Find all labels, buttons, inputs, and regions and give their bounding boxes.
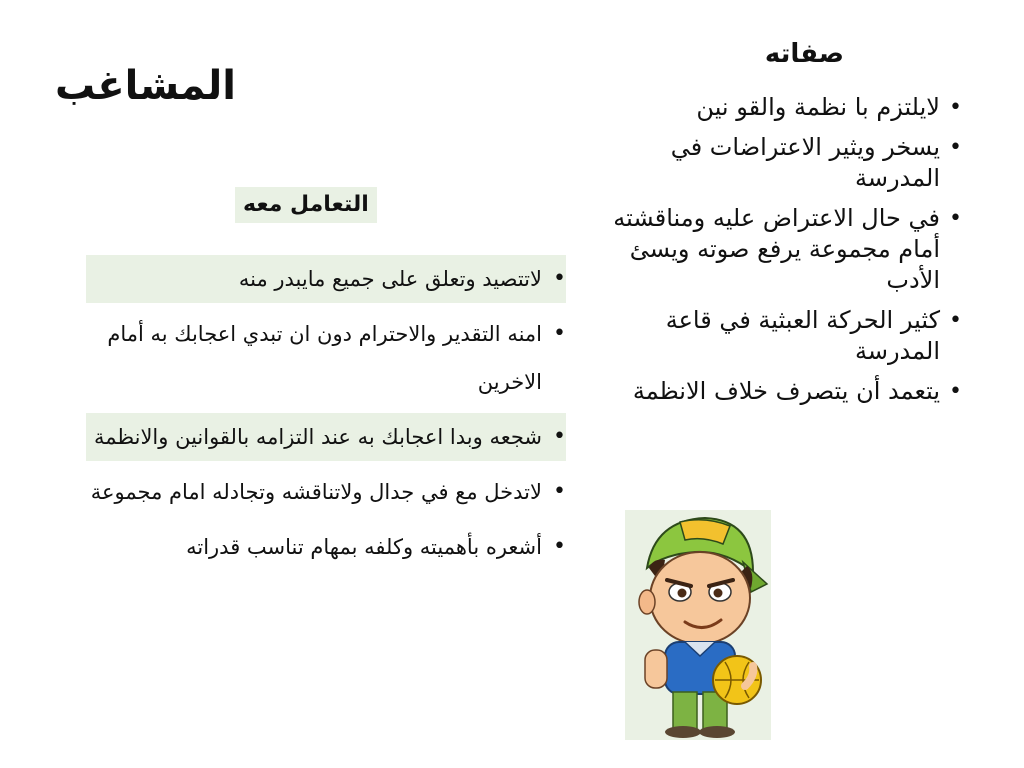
- list-item: [86, 523, 566, 571]
- boy-cartoon-image: [625, 510, 771, 740]
- list-item: [86, 413, 566, 461]
- bullet-icon: •: [553, 424, 566, 449]
- list-item: [86, 255, 566, 303]
- list-item-text: يسخر ويثير الاعتراضات في المدرسة: [670, 133, 940, 192]
- bullet-icon: •: [949, 308, 962, 333]
- bullet-icon: •: [553, 534, 566, 559]
- list-item: [612, 203, 962, 296]
- bullet-icon: •: [949, 379, 962, 404]
- list-item: [612, 132, 962, 194]
- list-item: [86, 310, 566, 406]
- list-item: [612, 305, 962, 367]
- list-item: [612, 92, 962, 123]
- slide-title: المشاغب: [55, 63, 236, 109]
- list-item-text: لاتتصيد وتعلق على جميع مايبدر منه: [238, 267, 542, 291]
- dealing-heading: التعامل معه: [235, 187, 377, 223]
- bullet-icon: •: [553, 479, 566, 504]
- list-item-text: في حال الاعتراض عليه ومناقشته أمام مجموعة يرفع صوته ويسئ الأدب: [613, 204, 940, 294]
- bullet-icon: •: [949, 95, 962, 120]
- list-item: [86, 468, 566, 516]
- bullet-icon: •: [949, 206, 962, 231]
- list-item-text: امنه التقدير والاحترام دون ان تبدي اعجابك به أمام الاخرين: [107, 322, 542, 394]
- traits-heading: صفاته: [764, 39, 844, 69]
- bullet-icon: •: [949, 135, 962, 160]
- bullet-icon: •: [553, 321, 566, 346]
- list-item-text: يتعمد أن يتصرف خلاف الانظمة: [632, 377, 940, 405]
- list-item-text: لايلتزم با نظمة والقو نين: [696, 93, 940, 121]
- list-item: [612, 376, 962, 407]
- bullet-icon: •: [553, 266, 566, 291]
- list-item-text: لاتدخل مع في جدال ولاتناقشه وتجادله امام مجموعة: [90, 480, 542, 504]
- traits-list: [612, 92, 962, 416]
- list-item-text: كثير الحركة العبثية في قاعة المدرسة: [665, 306, 940, 365]
- list-item-text: أشعره بأهميته وكلفه بمهام تناسب قدراته: [186, 535, 542, 559]
- dealing-list: [86, 255, 566, 578]
- list-item-text: شجعه وبدا اعجابك به عند التزامه بالقوانين والانظمة: [93, 425, 542, 449]
- boy-cartoon-icon: [625, 510, 771, 740]
